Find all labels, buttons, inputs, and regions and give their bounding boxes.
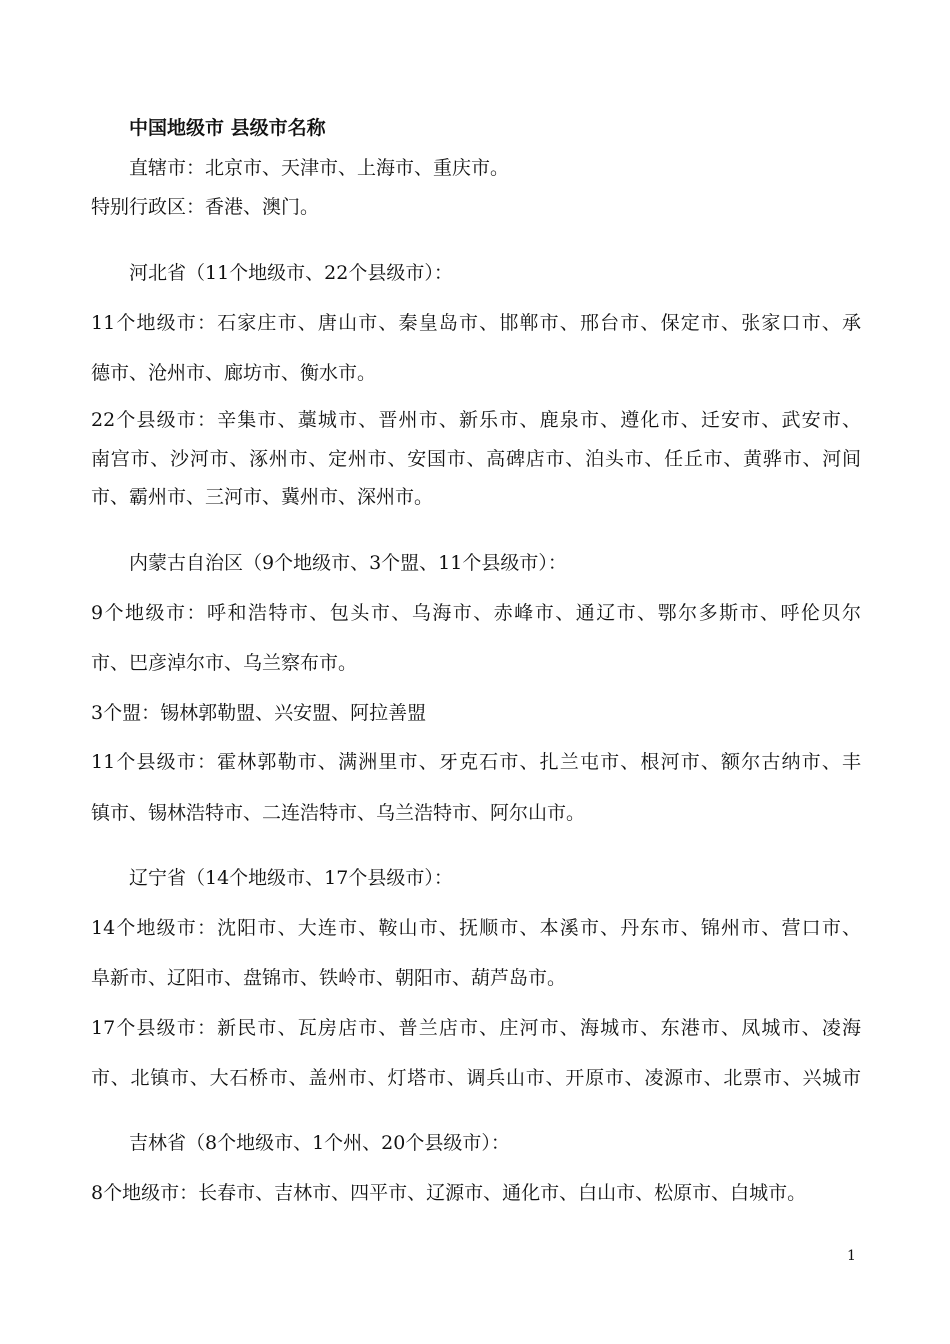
province-heading-hebei: 河北省（11个地级市、22个县级市）： [129, 262, 453, 284]
text-line: 南宫市、沙河市、涿州市、定州市、安国市、高碑店市、泊头市、任丘市、黄骅市、河间 [91, 448, 861, 470]
province-heading-jilin: 吉林省（8个地级市、1个州、20个县级市）： [129, 1132, 510, 1154]
text-line: 9个地级市：呼和浩特市、包头市、乌海市、赤峰市、通辽市、鄂尔多斯市、呼伦贝尔 [91, 602, 861, 624]
text-line: 市、霸州市、三河市、冀州市、深州市。 [91, 486, 434, 508]
text-line: 8个地级市：长春市、吉林市、四平市、辽源市、通化市、白山市、松原市、白城市。 [91, 1182, 807, 1204]
page-number: 1 [847, 1248, 856, 1264]
text-line: 市、北镇市、大石桥市、盖州市、灯塔市、调兵山市、开原市、凌源市、北票市、兴城市 [91, 1067, 861, 1089]
text-line: 22个县级市：辛集市、藁城市、晋州市、新乐市、鹿泉市、遵化市、迁安市、武安市、 [91, 409, 861, 431]
municipalities-line: 直辖市：北京市、天津市、上海市、重庆市。 [129, 157, 510, 179]
text-line: 3个盟：锡林郭勒盟、兴安盟、阿拉善盟 [91, 702, 427, 724]
text-line: 11个地级市：石家庄市、唐山市、秦皇岛市、邯郸市、邢台市、保定市、张家口市、承 [91, 312, 861, 334]
text-line: 阜新市、辽阳市、盘锦市、铁岭市、朝阳市、葫芦岛市。 [91, 967, 567, 989]
province-heading-liaoning: 辽宁省（14个地级市、17个县级市）： [129, 867, 453, 889]
text-line: 德市、沧州市、廊坊市、衡水市。 [91, 362, 377, 384]
text-line: 市、巴彦淖尔市、乌兰察布市。 [91, 652, 358, 674]
text-line: 镇市、锡林浩特市、二连浩特市、乌兰浩特市、阿尔山市。 [91, 802, 586, 824]
text-line: 14个地级市：沈阳市、大连市、鞍山市、抚顺市、本溪市、丹东市、锦州市、营口市、 [91, 917, 861, 939]
province-heading-inner-mongolia: 内蒙古自治区（9个地级市、3个盟、11个县级市）： [129, 552, 567, 574]
text-line: 17个县级市：新民市、瓦房店市、普兰店市、庄河市、海城市、东港市、凤城市、凌海 [91, 1017, 861, 1039]
text-line: 11个县级市：霍林郭勒市、满洲里市、牙克石市、扎兰屯市、根河市、额尔古纳市、丰 [91, 751, 861, 773]
sar-line: 特别行政区：香港、澳门。 [91, 196, 320, 218]
document-title: 中国地级市 县级市名称 [129, 117, 326, 139]
